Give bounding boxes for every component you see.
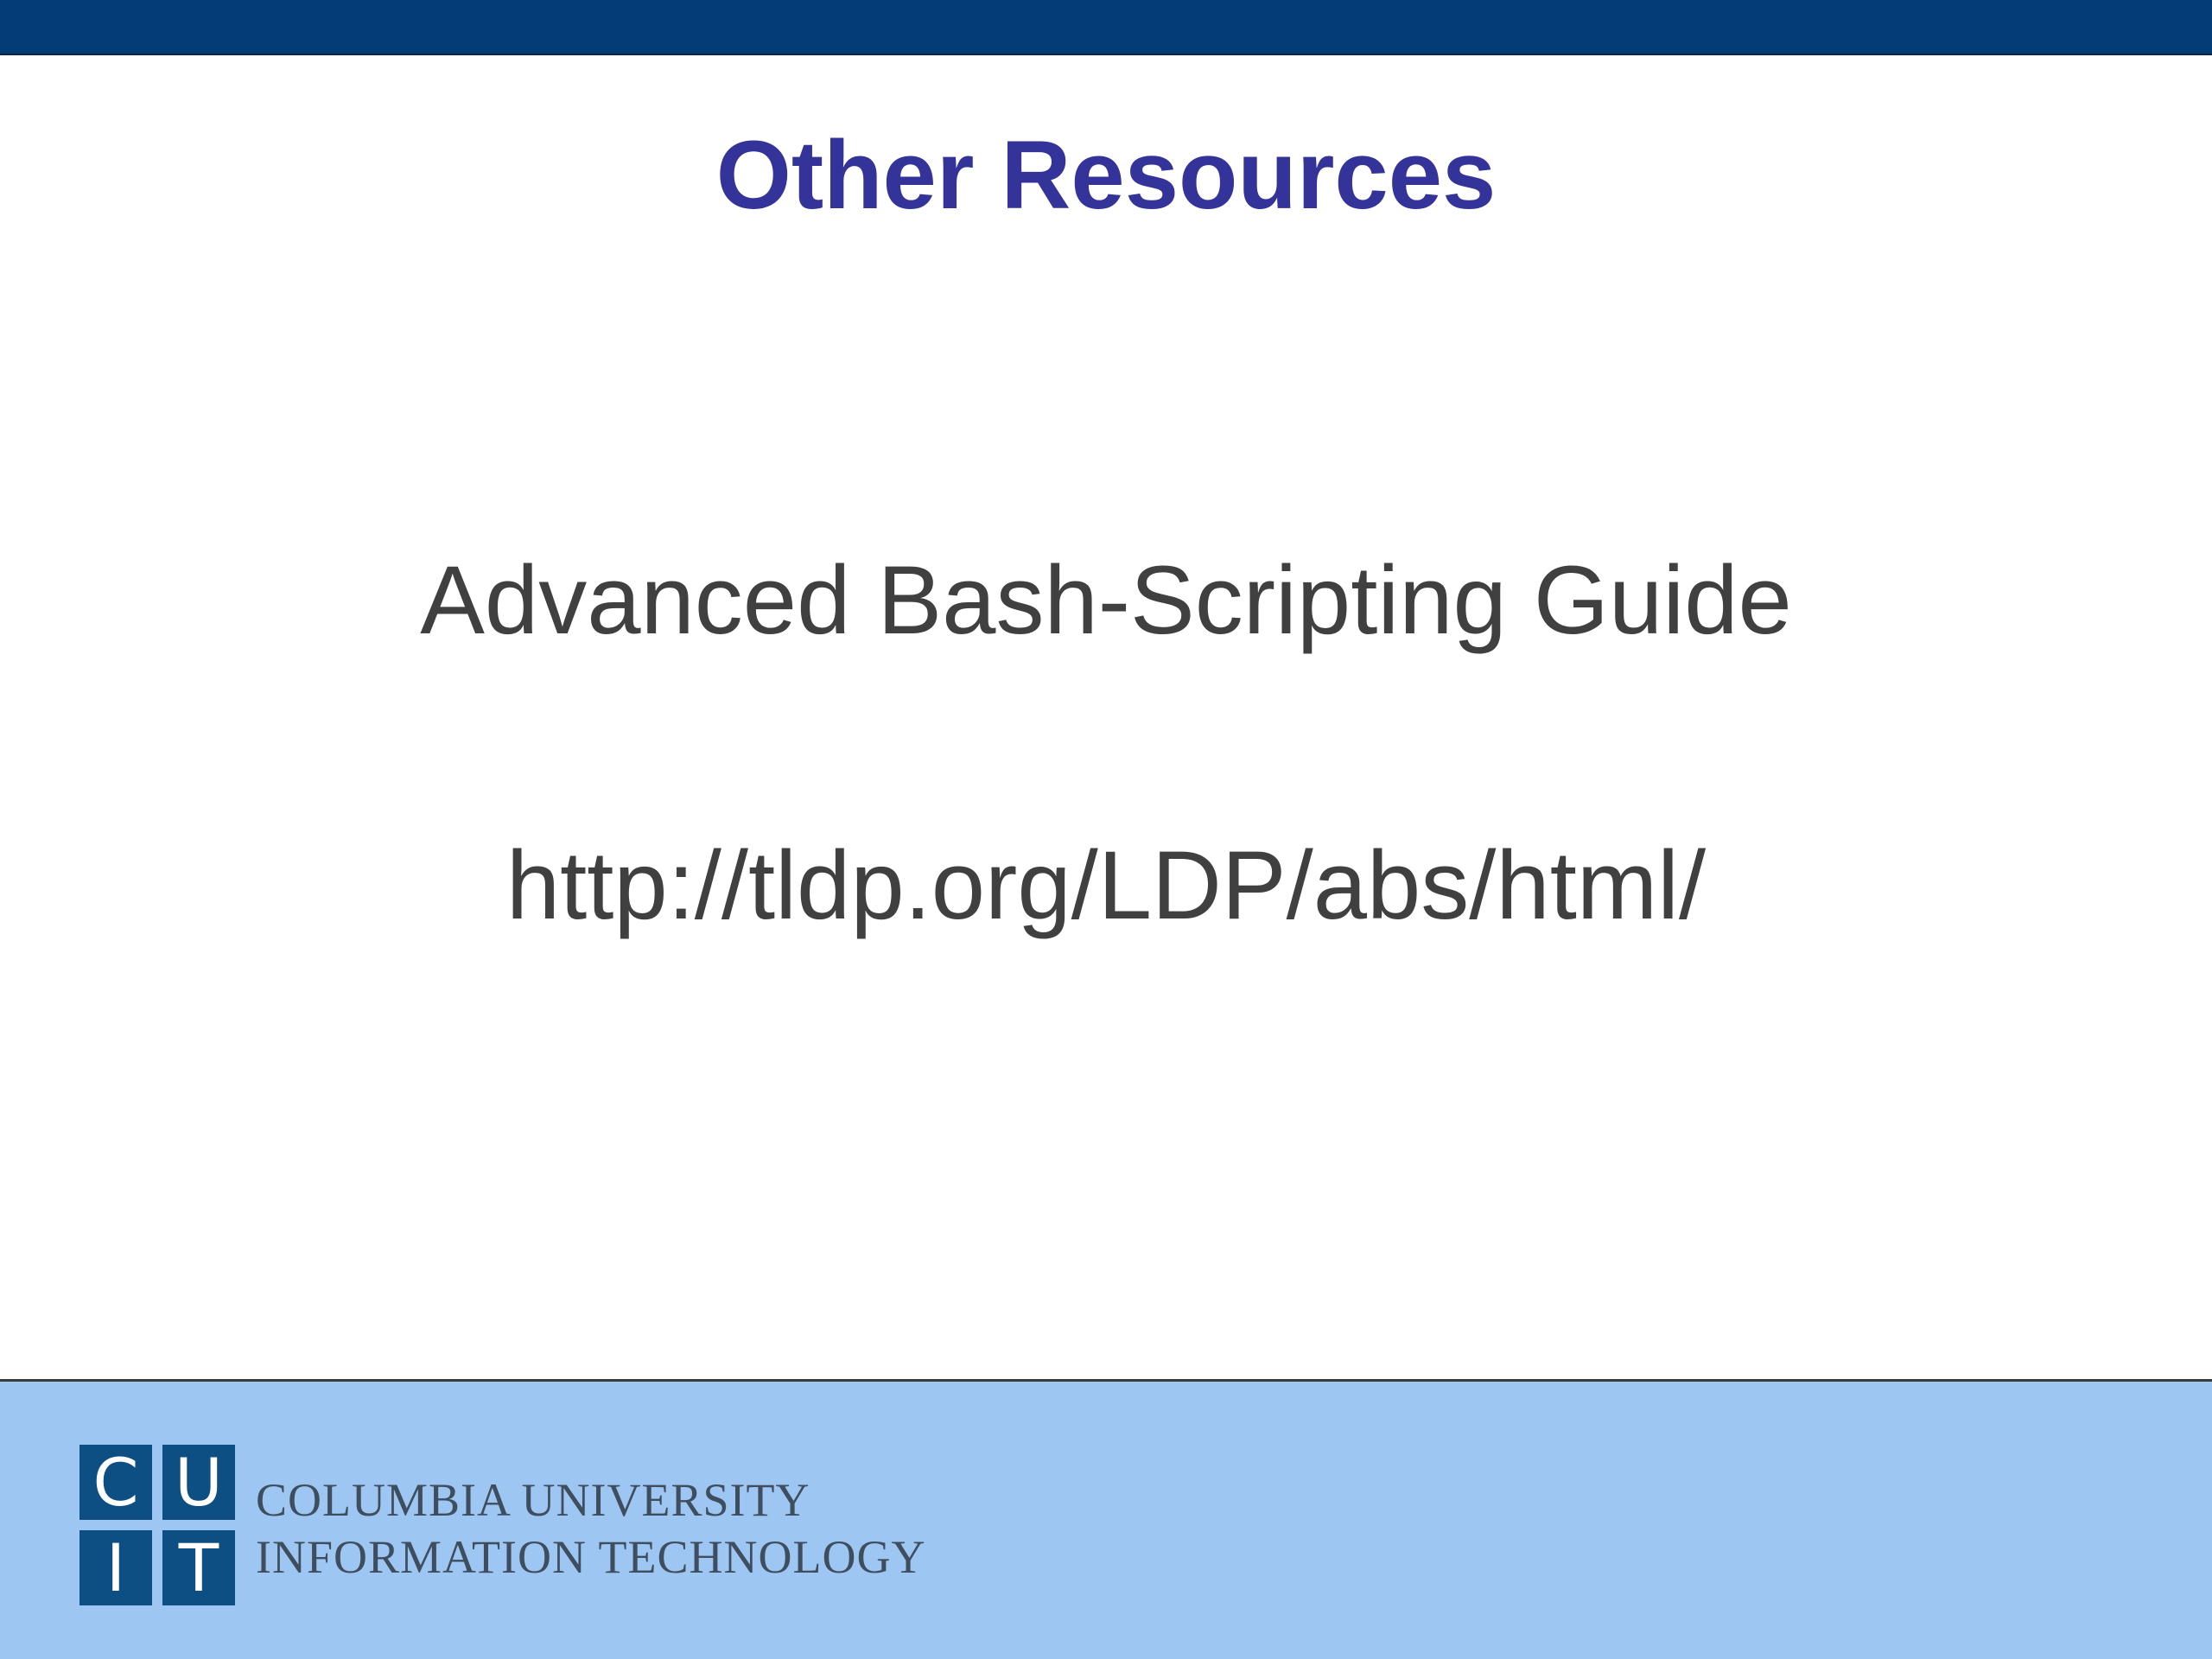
footer-band	[0, 1379, 2212, 1659]
logo-cell-u: U	[162, 1445, 235, 1520]
org-name-line-2: INFORMATION TECHNOLOGY	[256, 1531, 926, 1583]
logo-cell-c: C	[79, 1445, 152, 1520]
slide-title: Other Resources	[715, 121, 1497, 229]
resource-name: Advanced Bash-Scripting Guide	[420, 546, 1792, 654]
org-name-line-1: COLUMBIA UNIVERSITY	[256, 1474, 810, 1526]
top-header-bar	[0, 0, 2212, 55]
logo-cell-t: T	[162, 1530, 235, 1605]
cuit-logo	[79, 1445, 235, 1605]
resource-url: http://tldp.org/LDP/abs/html/	[505, 831, 1707, 939]
logo-cell-i: I	[79, 1530, 152, 1605]
organization-name	[256, 1471, 926, 1586]
